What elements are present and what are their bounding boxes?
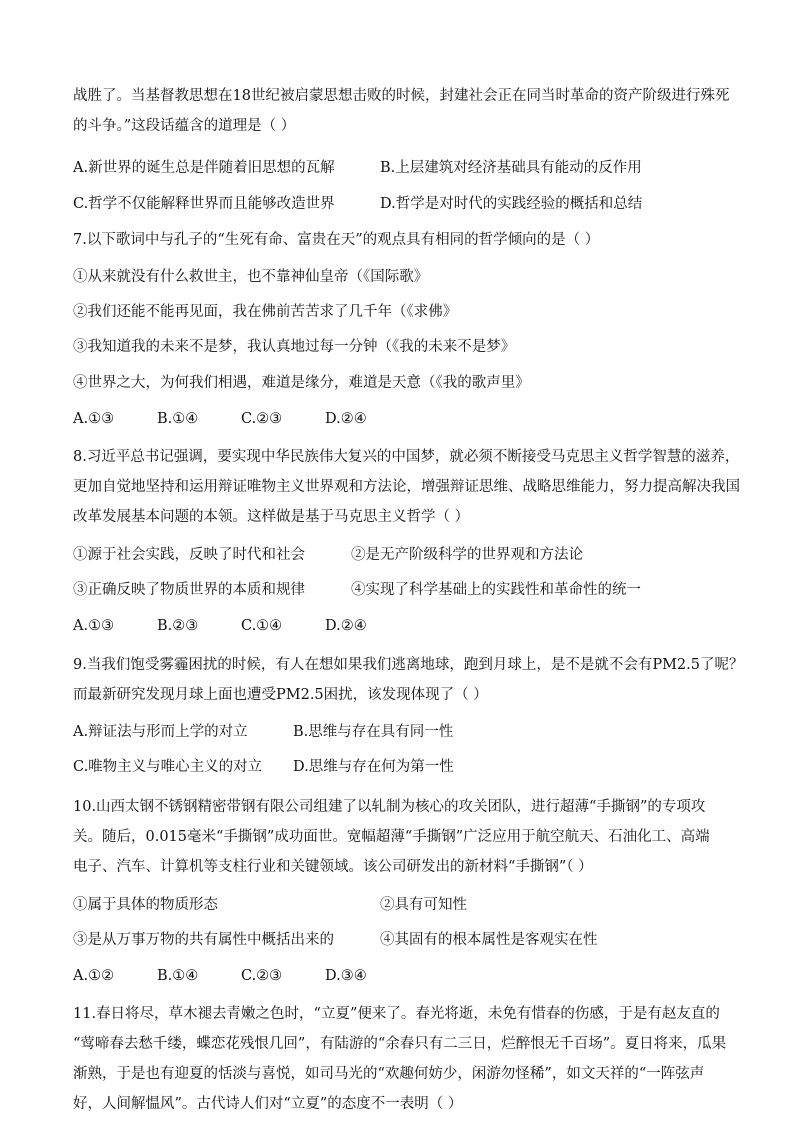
q10-option-b[interactable]: B.①④ [157,968,199,984]
q10-options [73,966,723,986]
q8-stem-line-3: 改革发展基本问题的本领。这样做是基于马克思主义哲学（ ） [73,509,470,525]
q9-option-a[interactable]: A.辩证法与形而上学的对立 [73,724,248,740]
q10-stem-line-1: 10.山西太钢不锈钢精密带钢有限公司组建了以轧制为核心的攻关团队，进行超薄“手撕钢”的专项攻 [73,799,706,815]
q11-stem-line-2: “莺啼春去愁千缕，蝶恋花残恨几回”，有陆游的“余春只有二三日，烂醉恨无千百场”。夏日将来，瓜果 [73,1036,727,1052]
q6-options-row-1 [73,158,723,178]
q7-statement-2: ②我们还能不能再见面，我在佛前苦苦求了几千年（《求佛》 [73,304,458,320]
q10-statement-3: ③是从万事万物的共有属性中概括出来的 [73,932,334,948]
q11-stem-line-3: 渐熟，于是也有迎夏的恬淡与喜悦，如司马光的“欢趣何妨少，闲游勿怪稀”，如文天祥的“一阵弦声 [73,1066,705,1082]
q7-statement-3: ③我知道我的未来不是梦，我认真地过每一分钟（《我的未来不是梦》 [73,339,516,355]
q6-option-a[interactable]: A.新世界的诞生总是伴随着旧思想的瓦解 [73,160,335,176]
q9-stem-line-1: 9.当我们饱受雾霾困扰的时候，有人在想如果我们逃离地球，跑到月球上，是不是就不会有PM2.5了呢？ [73,657,744,673]
q9-options-row-1 [73,722,723,742]
q11-stem-line-1: 11.春日将尽，草木褪去青嫩之色时，“立夏”便来了。春光将逝，未免有惜春的伤感，于是有赵友直的 [73,1006,720,1022]
q8-statement-4: ④实现了科学基础上的实践性和革命性的统一 [351,582,641,598]
q8-option-c[interactable]: C.①④ [241,618,283,634]
q9-stem-line-2: 而最新研究发现月球上面也遭受PM2.5困扰，该发现体现了（ ） [73,687,488,703]
q7-stem: 7.以下歌词中与孔子的“生死有命、富贵在天”的观点具有相同的哲学倾向的是（ ） [73,232,600,248]
q8-statement-1: ①源于社会实践，反映了时代和社会 [73,547,305,563]
q7-options [73,409,723,429]
q8-stem-line-1: 8.习近平总书记强调，要实现中华民族伟大复兴的中国梦，就必须不断接受马克思主义哲学智慧的滋养， [73,449,740,465]
q8-statements-row-2 [73,580,723,600]
q8-options [73,616,723,636]
q10-statement-1: ①属于具体的物质形态 [73,897,218,913]
q7-option-a[interactable]: A.①③ [73,411,115,427]
q8-statement-3: ③正确反映了物质世界的本质和规律 [73,582,305,598]
q6-stem-line-2: 的斗争。”这段话蕴含的道理是（ ） [73,118,296,134]
q7-statement-1: ①从来就没有什么救世主，也不靠神仙皇帝（《国际歌》 [73,269,429,285]
q6-stem-line-1: 战胜了。当基督教思想在18世纪被启蒙思想击败的时候，封建社会正在同当时革命的资产阶级进行殊死 [73,88,730,104]
q10-statements-row-1 [73,895,723,915]
q10-option-c[interactable]: C.②③ [241,968,283,984]
q7-option-b[interactable]: B.①④ [157,411,199,427]
q7-option-d[interactable]: D.②④ [325,411,367,427]
q6-option-d[interactable]: D.哲学是对时代的实践经验的概括和总结 [380,196,643,212]
q10-statement-4: ④其固有的根本属性是客观实在性 [380,932,598,948]
q10-stem-line-2: 关。随后，0.015毫米“手撕钢”成功面世。宽幅超薄“手撕钢”广泛应用于航空航天、石油化工、高端 [73,829,710,845]
q6-option-c[interactable]: C.哲学不仅能解释世界而且能够改造世界 [73,196,335,212]
q8-option-d[interactable]: D.②④ [325,618,367,634]
q7-statement-4: ④世界之大，为何我们相遇，难道是缘分，难道是天意（《我的歌声里》 [73,375,530,391]
q10-statements-row-2 [73,930,723,950]
q10-option-a[interactable]: A.①② [73,968,115,984]
q8-option-b[interactable]: B.②③ [157,618,199,634]
q8-statements-row-1 [73,545,723,565]
q6-option-b[interactable]: B.上层建筑对经济基础具有能动的反作用 [380,160,642,176]
q7-option-c[interactable]: C.②③ [241,411,283,427]
q10-stem-line-3: 电子、汽车、计算机等支柱行业和关键领域。该公司研发出的新材料“手撕钢”（ ） [73,859,593,875]
q9-option-d[interactable]: D.思维与存在何为第一性 [293,759,454,775]
q9-options-row-2 [73,757,723,777]
q8-statement-2: ②是无产阶级科学的世界观和方法论 [351,547,583,563]
q10-option-d[interactable]: D.③④ [325,968,367,984]
q6-options-row-2 [73,194,723,214]
q8-option-a[interactable]: A.①③ [73,618,115,634]
q10-statement-2: ②具有可知性 [380,897,467,913]
q9-option-b[interactable]: B.思维与存在具有同一性 [293,724,454,740]
q9-option-c[interactable]: C.唯物主义与唯心主义的对立 [73,759,263,775]
q11-stem-line-4: 好，人间解愠风”。古代诗人们对“立夏”的态度不一表明（ ） [73,1096,463,1112]
q8-stem-line-2: 更加自觉地坚持和运用辩证唯物主义世界观和方法论，增强辩证思维、战略思维能力，努力提高解决我国 [73,479,740,495]
